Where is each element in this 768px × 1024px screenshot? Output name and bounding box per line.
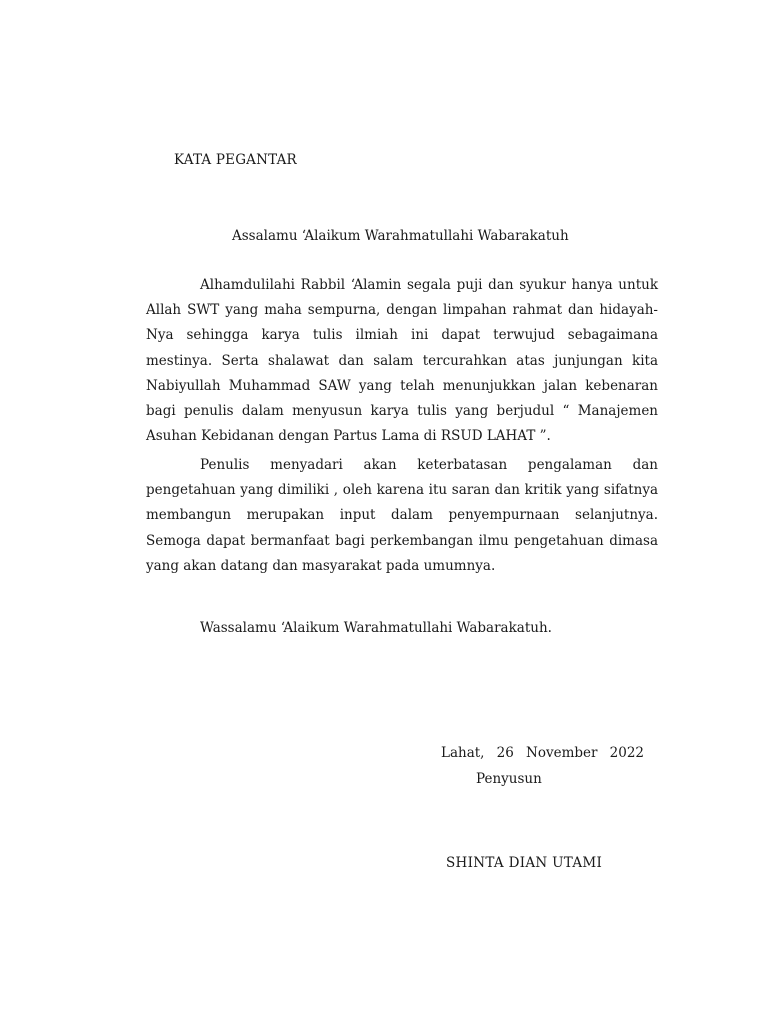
- date-place: Lahat,: [441, 745, 485, 761]
- body-paragraph-1: Alhamdulilahi Rabbil ‘Alamin segala puji dan syukur hanya untuk Allah SWT yang maha sempurna, dengan limpahan rahmat dan hidayah-Nya sehingga karya tulis ilmiah ini dapat terwujud sebagaimana mestinya. Serta shalawat dan salam tercurahkan atas junjungan kita Nabiyullah Muhammad SAW yang telah menunjukkan jalan kebenaran bagi penulis dalam menyusun karya tulis yang berjudul “ Manajemen Asuhan Kebidanan dengan Partus Lama di RSUD LAHAT ”.: [146, 277, 658, 445]
- date-year: 2022: [609, 745, 644, 761]
- opening-greeting: Assalamu ‘Alaikum Warahmatullahi Wabarakatuh: [232, 228, 569, 244]
- page-title: KATA PEGANTAR: [174, 152, 297, 168]
- body-paragraph-2: Penulis menyadari akan keterbatasan pengalaman dan pengetahuan yang dimiliki , oleh karena itu saran dan kritik yang sifatnya membangun merupakan input dalam penyempurnaan selanjutnya. Semoga dapat bermanfaat bagi perkembangan ilmu pengetahuan dimasa yang akan datang dan masyarakat pada umumnya.: [146, 457, 658, 574]
- date-day: 26: [496, 745, 514, 761]
- signature-role: Penyusun: [476, 771, 542, 787]
- date-month: November: [526, 745, 598, 761]
- signature-date: [441, 745, 644, 761]
- signature-author: SHINTA DIAN UTAMI: [446, 855, 603, 871]
- closing-greeting: Wassalamu ‘Alaikum Warahmatullahi Wabarakatuh.: [200, 620, 552, 636]
